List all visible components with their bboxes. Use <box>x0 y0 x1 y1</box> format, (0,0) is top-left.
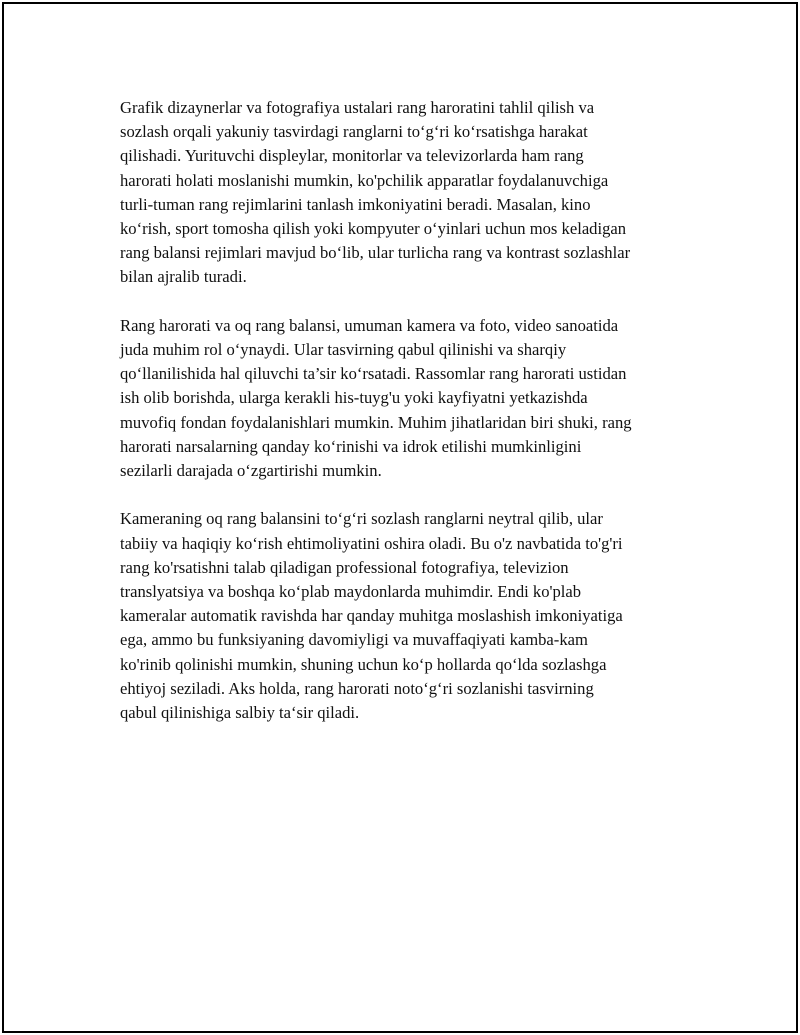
document-page <box>2 2 798 1033</box>
document-body <box>120 96 692 749</box>
paragraph-2: Rang harorati va oq rang balansi, umuman kamera va foto, video sanoatida juda muhim rol o‘ynaydi. Ular tasvirning qabul qilinishi va sharqiy qo‘llanilishida hal qiluvchi ta’sir ko‘rsatadi. Rassomlar rang harorati ustidan ish olib borishda, ularga kerakli his-tuyg'u yoki kayfiyatni yetkazishda muvofiq fondan foydalanishlari mumkin. Muhim jihatlaridan biri shuki, rang harorati narsalarning qanday ko‘rinishi va idrok etilishi mumkinligini sezilarli darajada o‘zgartirishi mumkin. <box>120 315 632 481</box>
paragraph-1: Grafik dizaynerlar va fotografiya ustalari rang haroratini tahlil qilish va sozlash orqali yakuniy tasvirdagi ranglarni to‘g‘ri ko‘rsatishga harakat qilishadi. Yurituvchi displeylar, monitorlar va televizorlarda ham rang harorati holati moslanishi mumkin, ko'pchilik apparatlar foydalanuvchiga turli-tuman rang rejimlarini tanlash imkoniyatini beradi. Masalan, kino ko‘rish, sport tomosha qilish yoki kompyuter o‘yinlari uchun mos keladigan rang balansi rejimlari mavjud bo‘lib, ular turlicha rang va kontrast sozlashlar bilan ajralib turadi. <box>120 98 631 287</box>
paragraph-3: Kameraning oq rang balansini to‘g‘ri sozlash ranglarni neytral qilib, ular tabiiy va haqiqiy ko‘rish ehtimoliyatini oshira oladi. Bu o'z navbatida to'g'ri rang ko'rsatishni talab qiladigan professional fotografiya, televizion translyatsiya va boshqa ko‘plab maydonlarda muhimdir. Endi ko'plab kameralar automatik ravishda har qanday muhitga moslashish imkoniyatiga ega, ammo bu funksiyaning davomiyligi va muvaffaqiyati kamba-kam ko'rinib qolinishi mumkin, shuning uchun ko‘p hollarda qo‘lda sozlashga ehtiyoj seziladi. Aks holda, rang harorati noto‘g‘ri sozlanishi tasvirning qabul qilinishiga salbiy ta‘sir qiladi. <box>120 509 623 723</box>
